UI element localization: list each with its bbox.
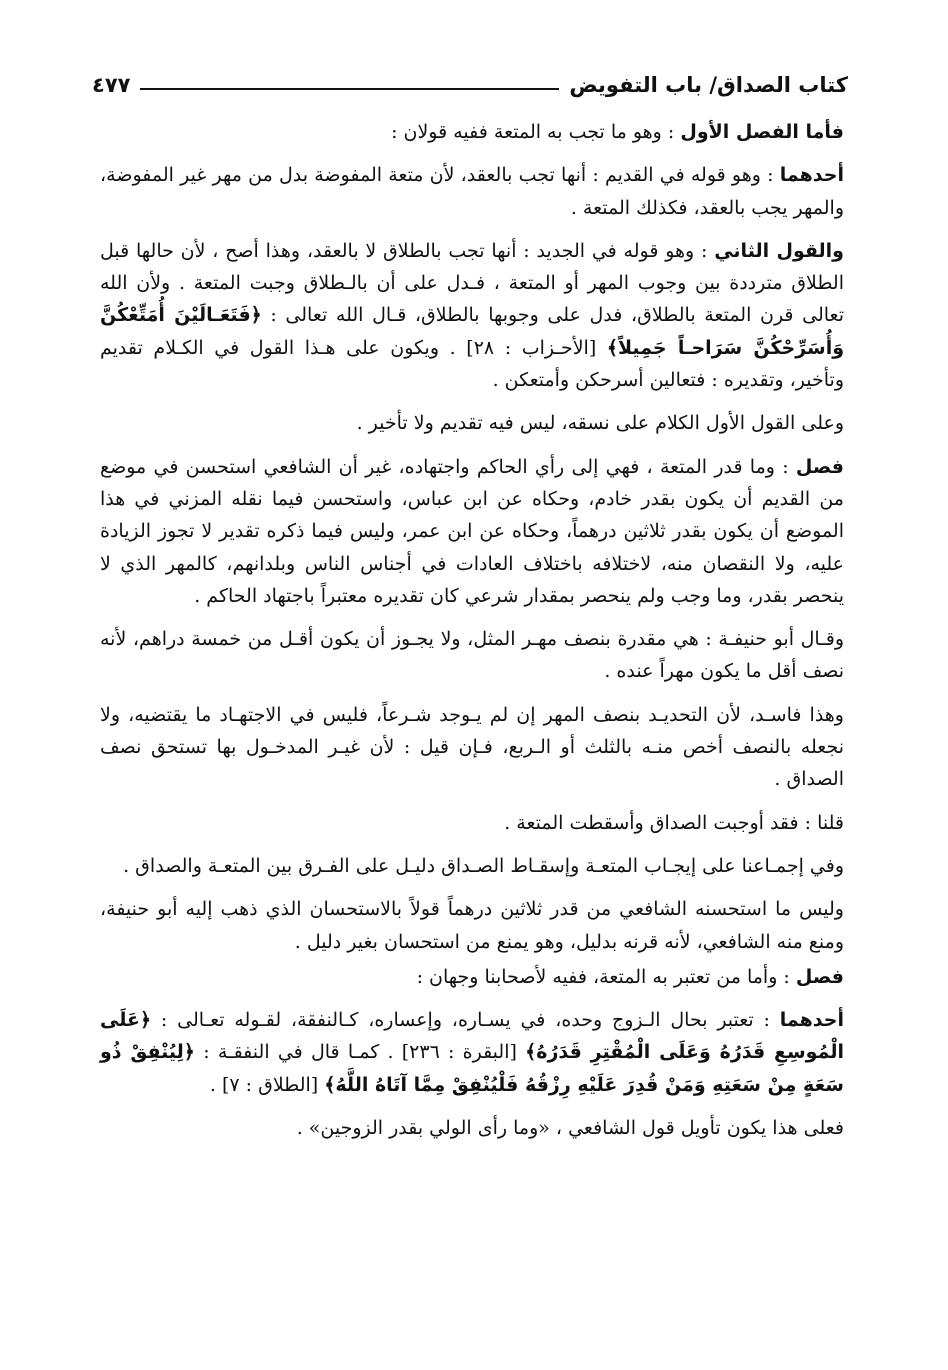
- paragraph-text: [البقرة : ٢٣٦] . كمـا قال في النفقـة :: [203, 1041, 517, 1064]
- paragraph-text: : وما قدر المتعة ، فهي إلى رأي الحاكم واجتهاده، غير أن الشافعي استحسن في موضع من القديم أن يكون بقدر خادم، وحكاه عن ابن عباس، واستحسن فيما نقله المزني في هذا الموضع أن يكون بقدر ثلاثين درهماً، وحكاه عن ابن عمر، وليس فيما ذكره تقدير لا تجوز الزيادة عليه، ولا النقصان منه، لاختلافه باختلاف العادات في أجناس الناس وبلدانهم، كالمهر الذي لا ينحصر بقدر، وما وجب ولم ينحصر بمقدار شرعي كان تقديره معتبراً باجتهاد الحاكم .: [100, 455, 844, 607]
- paragraph-text: : تعتبر بحال الـزوج وحده، في يسـاره، وإعساره، كـالنفقة، لقـوله تعـالى :: [160, 1009, 770, 1032]
- paragraph: [100, 850, 844, 882]
- paragraph: [100, 699, 844, 796]
- section-lead: أحدهما: [779, 1009, 844, 1032]
- paragraph-text: [الطلاق : ٧] .: [209, 1073, 319, 1096]
- paragraph-text: : وهو قوله في القديم : أنها تجب بالعقد، لأن متعة المفوضة بدل من مهر غير المفوضة، والمهر يجب بالعقد، فكذلك المتعة .: [100, 164, 844, 219]
- quran-verse: ﴿لِيُنْفِقْ ذُو سَعَةٍ مِنْ سَعَتِهِ وَمَنْ قُدِرَ عَلَيْهِ رِزْقُهُ فَلْيُنْفِقْ مِمَّا آتَاهُ اللَّهُ﴾: [100, 1041, 844, 1096]
- paragraph-text: : وهو قوله في الجديد : أنها تجب بالطلاق لا بالعقد، وهذا أصح ، لأن حالها قبل الطلاق مترددة بين وجوب المهر أو المتعة ، فـدل على أن بالـطلاق وجبت المتعة . ولأن الله تعالى قرن المتعة بالطلاق، فدل على وجوبها بالطلاق، قـال الله تعالى :: [100, 239, 844, 327]
- page-header: [92, 62, 848, 108]
- paragraph: [100, 451, 844, 612]
- quran-verse: ﴿فَتَعَـالَيْنَ أُمَتِّعْكُنَّ وَأُسَرِّحْكُنَّ سَرَاحـاً جَمِيلاً﴾: [100, 304, 845, 359]
- page-number: ٤٧٧: [92, 73, 131, 97]
- paragraph-text: وقـال أبو حنيفـة : هي مقدرة بنصف مهـر المثل، ولا يجـوز أن يكون أقـل من خمسة دراهم، لأنه نصف أقل ما يكون مهراً عنده .: [100, 628, 844, 683]
- paragraph-text: قلنا : فقد أوجبت الصداق وأسقطت المتعة .: [504, 811, 844, 834]
- paragraph: [100, 807, 844, 839]
- paragraph-text: : وهو ما تجب به المتعة ففيه قولان :: [391, 121, 675, 143]
- quran-verse: ﴿عَلَى الْمُوسِعِ قَدَرُهُ وَعَلَى الْمُقْتِرِ قَدَرُهُ﴾: [100, 1009, 844, 1064]
- section-lead: فصل: [795, 455, 844, 478]
- paragraph: [100, 1112, 844, 1144]
- running-title: كتاب الصداق/ باب التفويض: [569, 73, 848, 97]
- paragraph-text: : وأما من تعتبر به المتعة، ففيه لأصحابنا وجهان :: [416, 965, 790, 988]
- section-lead: فأما الفصل الأول: [680, 121, 844, 143]
- paragraph-text: [الأحـزاب : ٢٨] . ويكون على هـذا القول في الكـلام تقديم وتأخير، وتقديره : فتعالين أسرحكن وأمتعكن .: [100, 336, 844, 392]
- header-rule: [140, 88, 559, 90]
- section-lead: أحدهما: [779, 164, 844, 187]
- paragraph-text: فعلى هذا يكون تأويل قول الشافعي ، «وما رأى الولي بقدر الزوجين» .: [296, 1117, 844, 1140]
- page-body: [100, 116, 844, 1155]
- paragraph: [100, 407, 844, 439]
- section-lead: والقول الثاني: [714, 239, 844, 262]
- paragraph: [100, 623, 844, 688]
- paragraph-text: وليس ما استحسنه الشافعي من قدر ثلاثين درهماً قولاً بالاستحسان الذي ذهب إليه أبو حنيفة، ومنع منه الشافعي، لأنه قرنه بدليل، وهو يمنع من استحسان بغير دليل .: [100, 898, 844, 953]
- paragraph-text: وعلى القول الأول الكلام على نسقه، ليس فيه تقديم ولا تأخير .: [356, 412, 844, 435]
- section-lead: فصل: [795, 965, 844, 988]
- paragraph-text: وفي إجمـاعنا على إيجـاب المتعـة وإسقـاط الصـداق دليـل على الفـرق بين المتعـة والصداق .: [123, 854, 844, 877]
- paragraph: [100, 116, 844, 148]
- paragraph-text: وهذا فاسـد، لأن التحديـد بنصف المهر إن لم يـوجد شـرعاً، فليس في الاجتهـاد ما يقتضيه، ولا نجعله بالنصف أخص منـه بالثلث أو الـربع، فـإن قيل : لأن غيـر المدخـول بها تستحق نصف الصداق .: [100, 703, 844, 791]
- paragraph: [100, 159, 844, 224]
- paragraph: [100, 893, 844, 958]
- paragraph: [100, 235, 844, 396]
- paragraph: [100, 961, 844, 993]
- paragraph: [100, 1004, 844, 1101]
